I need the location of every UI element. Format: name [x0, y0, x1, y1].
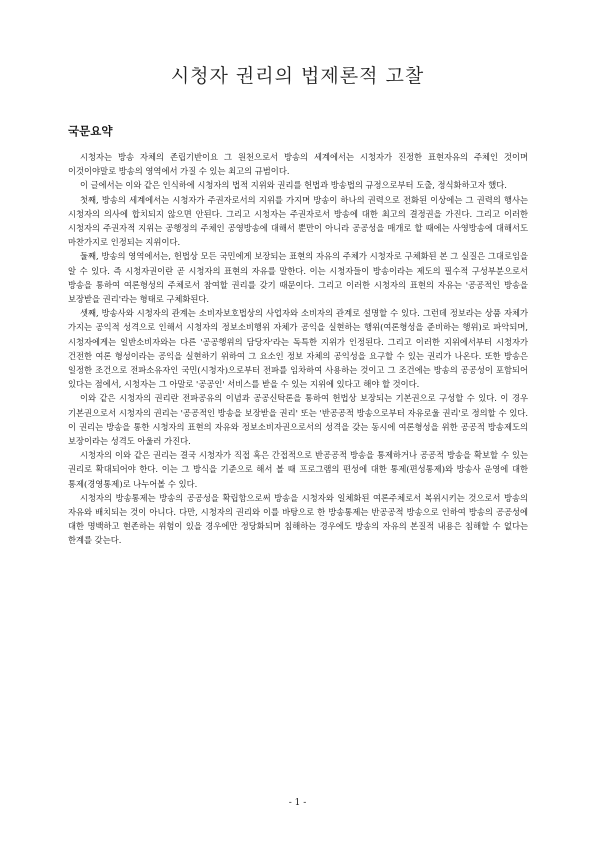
abstract-paragraph: 둘째, 방송의 영역에서는, 헌법상 모든 국민에게 보장되는 표현의 자유의 주체가 시청자로 구체화된 본 그 실질은 그대로임을 알 수 있다. 즉 시청자권이란 곧 시청자의 표현의 자유를 말한다. 이는 시청자들이 방송이라는 제도의 필수적 구성부분으로서 방송을 통하여 여론형성의 주체로서 참여할 권리를 갖기 때문이다. 그리고 이러한 시청자의 표현의 자유는 '공공적인 방송을 보장받을 권리'라는 형태로 구체화된다. [68, 251, 528, 305]
abstract-paragraph: 이 글에서는 이와 같은 인식하에 시청자의 법적 지위와 권리를 헌법과 방송법의 규정으로부터 도출, 정식화하고자 했다. [80, 180, 507, 191]
abstract-paragraph: 첫째, 방송의 세계에서는 시청자가 주권자로서의 지위를 가지며 방송이 하나의 권력으로 전화된 이상에는 그 권력의 행사는 시청자의 의사에 합치되지 않으면 안된다. 그리고 시청자는 주권자로서 방송에 대한 최고의 결정권을 가진다. 그리고 이러한 시청자의 주권자적 지위는 공행정의 주체인 공영방송에 대해서 뿐만이 아니라 공공성을 매개로 할 때에는 사영방송에 대해서도 마찬가지로 인정되는 지위이다. [68, 194, 528, 248]
page-number: - 1 - [288, 798, 307, 808]
abstract-paragraph: 시청자의 이와 같은 권리는 결국 시청자가 직접 혹은 간접적으로 반공공적 방송을 통제하거나 공공적 방송을 확보할 수 있는 권리로 확대되어야 한다. 이는 그 방식을 기준으로 해서 볼 때 프로그램의 편성에 대한 통제(편성통제)와 방송사 운영에 대한 통제(경영통제)로 나누어볼 수 있다. [68, 450, 528, 489]
abstract-paragraph: 시청자는 방송 자체의 존립기반이요 그 원천으로서 방송의 세계에서는 시청자가 진정한 표현자유의 주체인 것이며 이것이야말로 방송의 영역에서 가질 수 있는 최고의 규범이다. [68, 152, 528, 177]
abstract-paragraph: 이와 같은 시청자의 권리란 전파공유의 이념과 공공신탁론을 통하여 헌법상 보장되는 기본권으로 구성할 수 있다. 이 경우 기본권으로서 시청자의 권리는 '공공적인 방송을 보장받을 권리' 또는 '반공공적 방송으로부터 자유로울 권리'로 정의할 수 있다. 이 권리는 방송을 통한 시청자의 표현의 자유와 정보소비자권으로서의 성격을 갖는 동시에 여론형성을 위한 공공적 방송제도의 보장이라는 성격도 아울러 가진다. [68, 393, 528, 447]
page-title: 시청자 권리의 법제론적 고찰 [170, 64, 425, 87]
abstract-paragraph: 시청자의 방송통제는 방송의 공공성을 확립함으로써 방송을 시청자와 일체화된 여론주체로서 복위시키는 것으로서 방송의 자유와 배치되는 것이 아니다. 다만, 시청자의 권리와 이를 바탕으로 한 방송통제는 반공공적 방송으로 인하여 방송의 공공성에 대한 명백하고 현존하는 위험이 있을 경우에만 정당화되며 침해하는 경우에도 방송의 자유의 본질적 내용은 침해할 수 없다는 한계를 갖는다. [68, 492, 528, 546]
abstract-paragraph: 셋째, 방송사와 시청자의 관계는 소비자보호법상의 사업자와 소비자의 관계로 설명할 수 있다. 그런데 정보라는 상품 자체가 가지는 공익적 성격으로 인해서 시청자의 정보소비행위 자체가 공익을 실현하는 행위(여론형성을 준비하는 행위)로 파악되며, 시청자에게는 일반소비자와는 다른 '공공행위의 담당자'라는 독특한 지위가 인정된다. 그리고 이러한 지위에서부터 시청자가 건전한 여론 형성이라는 공익을 실현하기 위하여 그 요소인 정보 자체의 공익성을 요구할 수 있는 권리가 나온다. 또한 방송은 일정한 조건으로 전파소유자인 국민(시청자)으로부터 전파를 임차하여 사용하는 것이고 그 조건에는 방송의 공공성이 포함되어 있다는 점에서, 시청자는 그 아말로 '공공인' 서비스를 받을 수 있는 지위에 있다고 해야 할 것이다. [68, 308, 528, 390]
section-heading: 국문요약 [68, 124, 113, 138]
abstract-body [68, 150, 528, 548]
